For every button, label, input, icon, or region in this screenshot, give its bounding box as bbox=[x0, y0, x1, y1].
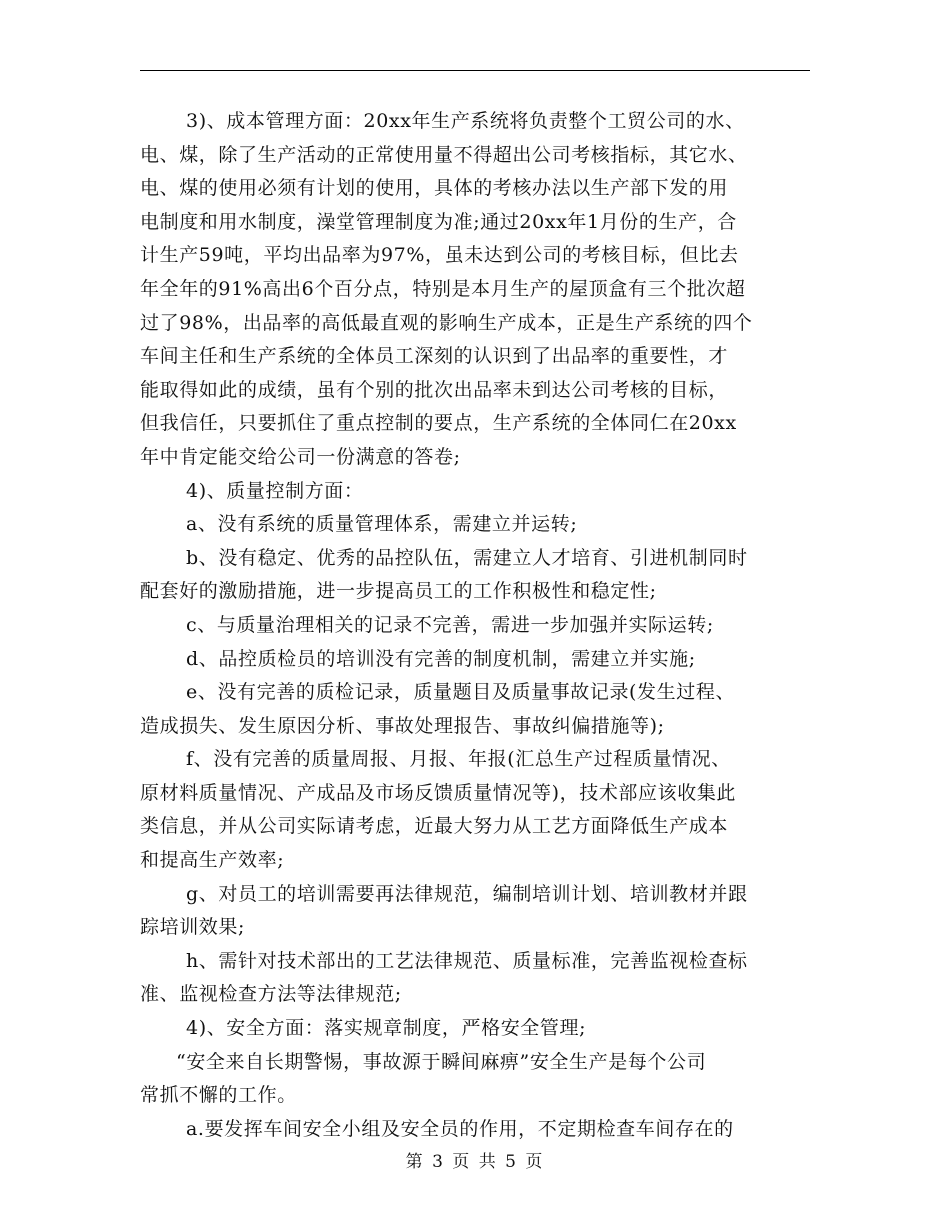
text-line: 造成损失、发生原因分析、事故处理报告、事故纠偏措施等); bbox=[140, 714, 665, 737]
text-line: 年中肯定能交给公司一份满意的答卷; bbox=[140, 445, 461, 468]
text-line: b、没有稳定、优秀的品控队伍，需建立人才培育、引进机制同时 bbox=[186, 546, 748, 569]
text-line: 计生产59吨，平均出品率为97%，虽未达到公司的考核目标，但比去 bbox=[140, 244, 739, 267]
header-rule bbox=[140, 70, 810, 71]
text-line: “安全来自长期警惕，事故源于瞬间麻痹”安全生产是每个公司 bbox=[176, 1050, 707, 1073]
text-line: 准、监视检查方法等法律规范; bbox=[140, 983, 402, 1006]
text-line: a.要发挥车间安全小组及安全员的作用，不定期检查车间存在的 bbox=[186, 1117, 734, 1140]
text-line: 常抓不懈的工作。 bbox=[140, 1084, 297, 1107]
text-line: e、没有完善的质检记录，质量题目及质量事故记录(发生过程、 bbox=[186, 681, 736, 704]
text-line: 能取得如此的成绩，虽有个别的批次出品率未到达公司考核的目标， bbox=[140, 378, 729, 401]
text-line: 和提高生产效率; bbox=[140, 849, 285, 872]
text-line: 原材料质量情况、产成品及市场反馈质量情况等)，技术部应该收集此 bbox=[140, 781, 737, 804]
text-line: 过了98%，出品率的高低最直观的影响生产成本，正是生产系统的四个 bbox=[140, 311, 753, 334]
text-line: 电制度和用水制度，澡堂管理制度为准;通过20xx年1月份的生产，合 bbox=[140, 210, 737, 233]
text-line: 年全年的91%高出6个百分点，特别是本月生产的屋顶盒有三个批次超 bbox=[140, 277, 746, 300]
page-footer: 第 3 页 共 5 页 bbox=[405, 1152, 545, 1172]
text-line: 踪培训效果; bbox=[140, 916, 246, 939]
text-line: 类信息，并从公司实际请考虑，近最大努力从工艺方面降低生产成本 bbox=[140, 815, 729, 838]
text-line: d、品控质检员的培训没有完善的制度机制，需建立并实施; bbox=[186, 647, 696, 670]
text-line: 4)、安全方面：落实规章制度，严格安全管理; bbox=[186, 1017, 587, 1040]
text-line: 4)、质量控制方面： bbox=[186, 479, 364, 502]
text-line: 配套好的激励措施，进一步提高员工的工作积极性和稳定性; bbox=[140, 580, 657, 603]
text-line: c、与质量治理相关的记录不完善，需进一步加强并实际运转; bbox=[186, 613, 714, 636]
text-line: g、对员工的培训需要再法律规范，编制培训计划、培训教材并跟 bbox=[186, 882, 748, 905]
text-line: 3)、成本管理方面：20xx年生产系统将负责整个工贸公司的水、 bbox=[186, 110, 745, 132]
text-line: 电、煤的使用必须有计划的使用，具体的考核办法以生产部下发的用 bbox=[140, 177, 729, 200]
document-body bbox=[140, 105, 812, 1146]
text-line: h、需针对技术部出的工艺法律规范、质量标准，完善监视检查标 bbox=[186, 949, 748, 972]
text-line: a、没有系统的质量管理体系，需建立并运转; bbox=[186, 513, 578, 536]
text-line: 车间主任和生产系统的全体员工深刻的认识到了出品率的重要性，才 bbox=[140, 345, 729, 368]
text-line: 但我信任，只要抓住了重点控制的要点，生产系统的全体同仁在20xx bbox=[140, 412, 737, 435]
text-line: f、没有完善的质量周报、月报、年报(汇总生产过程质量情况、 bbox=[186, 748, 731, 771]
text-line: 电、煤，除了生产活动的正常使用量不得超出公司考核指标，其它水、 bbox=[140, 143, 748, 166]
